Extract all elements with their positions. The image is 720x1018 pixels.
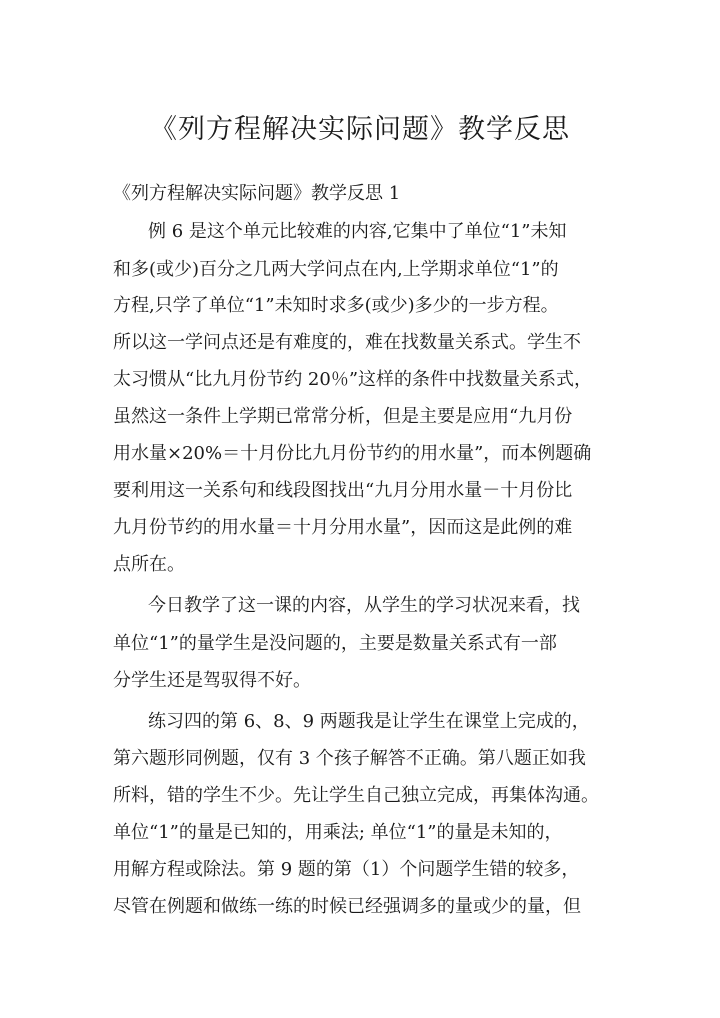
paragraph-3-line-5: 用解方程或除法。第 9 题的第（1）个问题学生错的较多， [113, 859, 580, 880]
paragraph-3-line-6: 尽管在例题和做练一练的时候已经强调多的量或少的量，但 [113, 896, 581, 917]
paragraph-3-line-1: 练习四的第 6、8、9 两题我是让学生在课堂上完成的， [148, 711, 590, 732]
paragraph-1-line-5: 太习惯从“比九月份节约 20％”这样的条件中找数量关系式， [113, 369, 593, 390]
paragraph-1-line-8: 要利用这一关系句和线段图找出“九月分用水量－十月份比 [113, 480, 573, 501]
paragraph-1-line-7: 用水量×20%＝十月份比九月份节约的用水量”，而本例题确 [113, 443, 592, 464]
paragraph-1-line-6: 虽然这一条件上学期已常常分析，但是主要是应用“九月份 [113, 406, 573, 427]
paragraph-1-line-10: 点所在。 [113, 554, 185, 575]
paragraph-2-line-2: 单位“1”的量学生是没问题的，主要是数量关系式有一部 [113, 633, 557, 654]
document-title: 《列方程解决实际问题》教学反思 [150, 114, 570, 145]
paragraph-3-line-2: 第六题形同例题，仅有 3 个孩子解答不正确。第八题正如我 [113, 748, 586, 769]
paragraph-1-line-1: 例 6 是这个单元比较难的内容,它集中了单位“1”未知 [148, 221, 567, 242]
paragraph-1-line-2: 和多(或少)百分之几两大学问点在内,上学期求单位“1”的 [113, 259, 559, 280]
paragraph-1-line-3: 方程,只学了单位“1”未知时求多(或少)多少的一步方程。 [113, 295, 559, 316]
paragraph-3-line-4: 单位“1”的量是已知的，用乘法; 单位“1”的量是未知的， [113, 822, 563, 843]
paragraph-1-line-4: 所以这一学问点还是有难度的，难在找数量关系式。学生不 [113, 332, 581, 353]
document-subtitle: 《列方程解决实际问题》教学反思 1 [113, 183, 401, 204]
paragraph-2-line-3: 分学生还是驾驭得不好。 [113, 670, 311, 691]
paragraph-3-line-3: 所料，错的学生不少。先让学生自己独立完成，再集体沟通。 [113, 785, 599, 806]
paragraph-1-line-9: 九月份节约的用水量＝十月分用水量”，因而这是此例的难 [113, 517, 573, 538]
paragraph-2-line-1: 今日教学了这一课的内容，从学生的学习状况来看，找 [148, 595, 580, 616]
